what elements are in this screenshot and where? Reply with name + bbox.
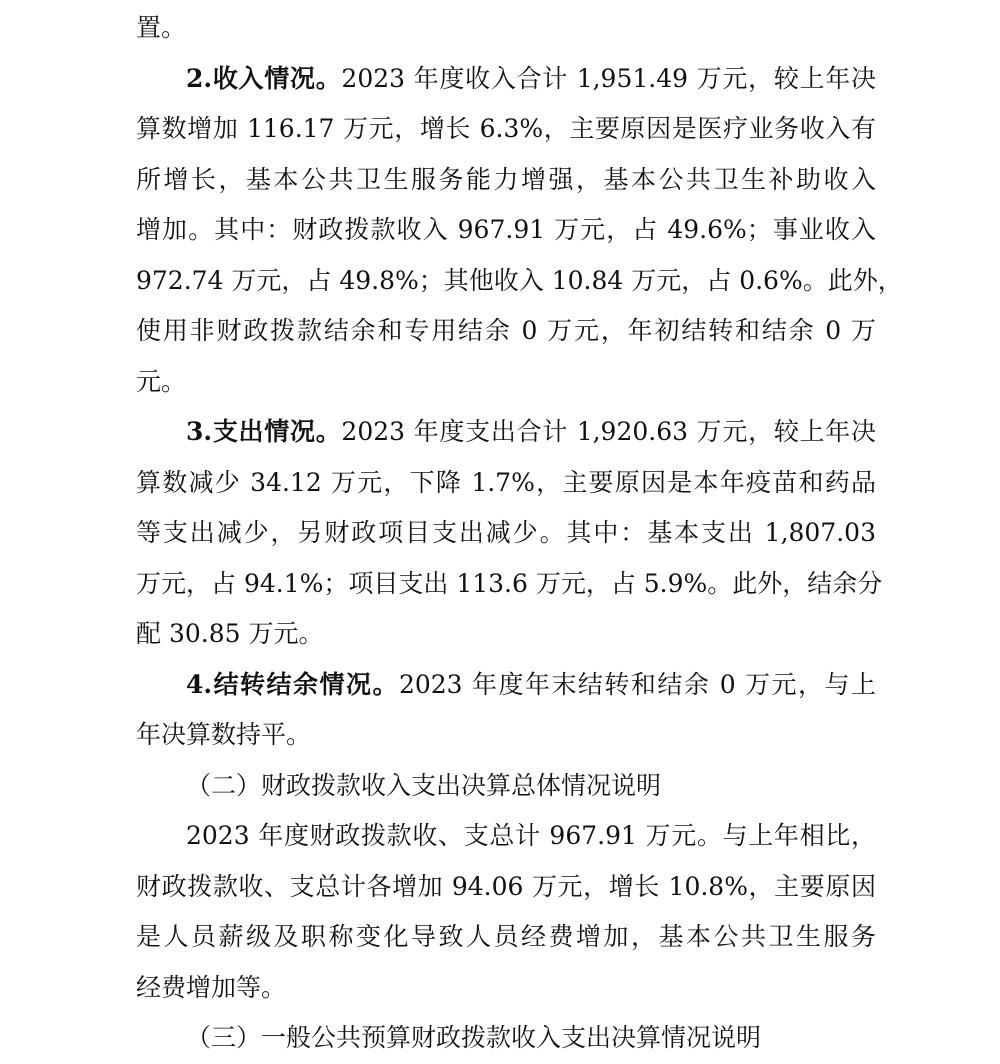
paragraph-expense-first-line (136, 407, 876, 458)
text-line (136, 256, 903, 307)
text-line (136, 912, 876, 963)
text-fragment: 万元，占 94.1%；项目支出 113.6 万元，占 5.9%。此外，结余分 (136, 568, 883, 598)
section-title: （二）财政拨款收入支出决算总体情况说明 (186, 770, 662, 800)
text-line (136, 811, 876, 862)
text-fragment: 年决算数持平。 (136, 720, 312, 749)
text-line (136, 306, 876, 357)
text-fragment: 等支出减少，另财政项目支出减少。其中：基本支出 1,807.03 (136, 518, 876, 547)
text-fragment: 配 30.85 万元。 (136, 619, 324, 648)
text-fragment: 2023 年度支出合计 1,920.63 万元，较上年决 (341, 417, 876, 446)
text-line (136, 508, 876, 559)
text-fragment: 2023 年度收入合计 1,951.49 万元，较上年决 (341, 63, 876, 93)
text-line (136, 3, 876, 54)
text-line (136, 559, 883, 610)
paragraph-carryover-first-line (136, 660, 876, 711)
text-line (136, 104, 876, 155)
text-line (136, 710, 876, 761)
text-line (136, 862, 876, 913)
text-line (136, 155, 876, 206)
text-line (136, 963, 876, 1014)
text-fragment: 增加。其中：财政拨款收入 967.91 万元，占 49.6%；事业收入 (136, 215, 876, 244)
text-fragment: 经费增加等。 (136, 972, 287, 1002)
text-fragment: 2023 年度财政拨款收、支总计 967.91 万元。与上年相比， (186, 821, 876, 850)
text-fragment: 算数减少 34.12 万元，下降 1.7%，主要原因是本年疫苗和药品 (136, 467, 876, 497)
text-fragment: 算数增加 116.17 万元，增长 6.3%，主要原因是医疗业务收入有 (136, 114, 876, 143)
text-fragment: 置。 (136, 13, 187, 42)
text-line (136, 458, 876, 509)
paragraph-income-first-line (136, 54, 876, 105)
carryover-heading: 4.结转结余情况。 (186, 669, 399, 699)
text-fragment: 972.74 万元，占 49.8%；其他收入 10.84 万元，占 0.6%。此外， (136, 265, 903, 295)
text-fragment: 使用非财政拨款结余和专用结余 0 万元，年初结转和结余 0 万 (136, 316, 876, 345)
text-line (136, 609, 876, 660)
income-heading: 2.收入情况。 (186, 63, 342, 93)
expense-heading: 3.支出情况。 (186, 417, 342, 446)
text-line (136, 357, 876, 408)
section-title: （三）一般公共预算财政拨款收入支出决算情况说明 (186, 1023, 762, 1052)
document-page (136, 0, 903, 1064)
text-fragment: 元。 (136, 366, 187, 396)
text-fragment: 2023 年度年末结转和结余 0 万元，与上 (398, 669, 877, 699)
section-heading-general-budget (136, 1013, 876, 1064)
text-fragment: 所增长，基本公共卫生服务能力增强，基本公共卫生补助收入 (136, 164, 876, 194)
text-fragment: 财政拨款收、支总计各增加 94.06 万元，增长 10.8%，主要原因 (136, 871, 876, 901)
text-fragment: 是人员薪级及职称变化导致人员经费增加，基本公共卫生服务 (136, 922, 876, 951)
section-heading-fiscal-overview (136, 761, 876, 812)
text-line (136, 205, 876, 256)
